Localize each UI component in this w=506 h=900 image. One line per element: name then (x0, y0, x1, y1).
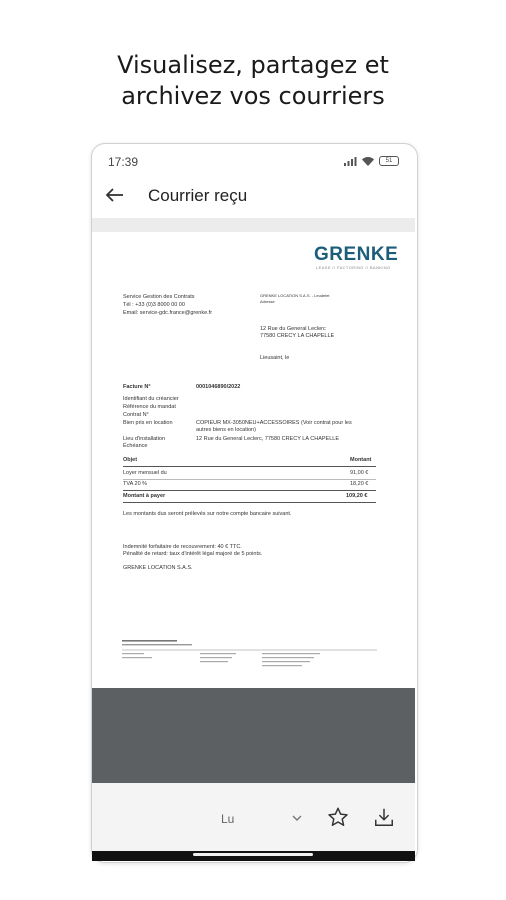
viewer-background (92, 688, 415, 783)
sender-line: Tél : +33 (0)3 8000 00 00 (123, 302, 185, 308)
invoice-number: 0001046890/2022 (196, 384, 241, 390)
download-icon[interactable] (373, 806, 395, 828)
signal-icon (344, 157, 357, 166)
place-date: Lieusaint, le (260, 355, 290, 361)
status-icons (344, 156, 399, 166)
headline-line-1: Visualisez, partagez et (117, 51, 389, 79)
invoice-label: Facture N° (123, 384, 151, 390)
table-header-amount: Montant (350, 457, 372, 463)
field-label: Contrat N° (123, 412, 149, 418)
status-time: 17:39 (108, 155, 139, 169)
sender-small: GRENKE LOCATION S.A.S. - Leudelet (260, 293, 330, 298)
headline-line-2: archivez vos courriers (121, 82, 385, 110)
field-label: Lieu d'installation (123, 436, 166, 442)
sender-line: Service Gestion des Contrats (123, 294, 195, 300)
recipient-line: 77580 CRECY LA CHAPELLE (260, 333, 335, 339)
field-value: 12 Rue du General Leclerc, 77580 CRECY LA CHAPELLE (196, 436, 339, 442)
chevron-down-icon[interactable] (291, 813, 303, 823)
home-gesture-bar[interactable] (193, 853, 313, 856)
total-label: Montant à payer (123, 493, 166, 499)
table-rule (123, 479, 376, 480)
table-rule (123, 490, 376, 491)
table-row-value: 91,00 € (350, 470, 369, 476)
sender-small-2: Adresse (260, 299, 275, 304)
sender-line: Email: service-gdc.france@grenke.fr (123, 310, 213, 316)
letter-tagline: LEASE // FACTORING // BANKING (316, 265, 391, 270)
letter-footer (122, 638, 378, 674)
field-label: Référence du mandat (123, 404, 176, 410)
table-rule (123, 466, 376, 467)
recipient-line: 12 Rue du General Leclerc (260, 326, 326, 332)
total-value: 109,20 € (346, 493, 368, 499)
battery-icon (379, 156, 399, 166)
wifi-icon (362, 157, 374, 166)
table-rule (123, 502, 376, 503)
legal-line: Pénalité de retard: taux d'intérêt légal majoré de 5 points. (123, 551, 263, 557)
legal-line: Indemnité forfaitaire de recouvrement: 40 € TTC. (123, 544, 242, 550)
payment-note: Les montants dus seront prélevés sur notre compte bancaire suivant. (123, 511, 292, 517)
star-icon[interactable] (327, 806, 349, 828)
arrow-left-icon (107, 189, 123, 201)
read-status-label[interactable]: Lu (221, 812, 235, 826)
field-label: Bien pris en location (123, 420, 173, 426)
back-button[interactable] (104, 184, 126, 206)
document-top-margin (92, 218, 415, 232)
headline (0, 50, 506, 112)
table-row-label: Loyer mensuel du (123, 470, 167, 476)
bottom-action-bar (92, 783, 415, 851)
table-row-label: TVA 20 % (123, 481, 148, 487)
letter-logo: GRENKE (314, 244, 399, 265)
table-row-value: 18,20 € (350, 481, 369, 487)
field-value: COPIEUR MX-3050NEU+ACCESSOIRES (Voir contrat pour les (196, 420, 352, 426)
table-header-object: Objet (123, 457, 138, 463)
app-title: Courrier reçu (148, 186, 248, 205)
field-label: Identifiant du créancier (123, 396, 179, 402)
field-label: Échéance (123, 443, 148, 449)
status-bar (92, 144, 417, 180)
field-value: autres biens en location) (196, 427, 256, 433)
battery-level: 51 (385, 158, 393, 164)
letter-signature: GRENKE LOCATION S.A.S. (123, 565, 193, 571)
